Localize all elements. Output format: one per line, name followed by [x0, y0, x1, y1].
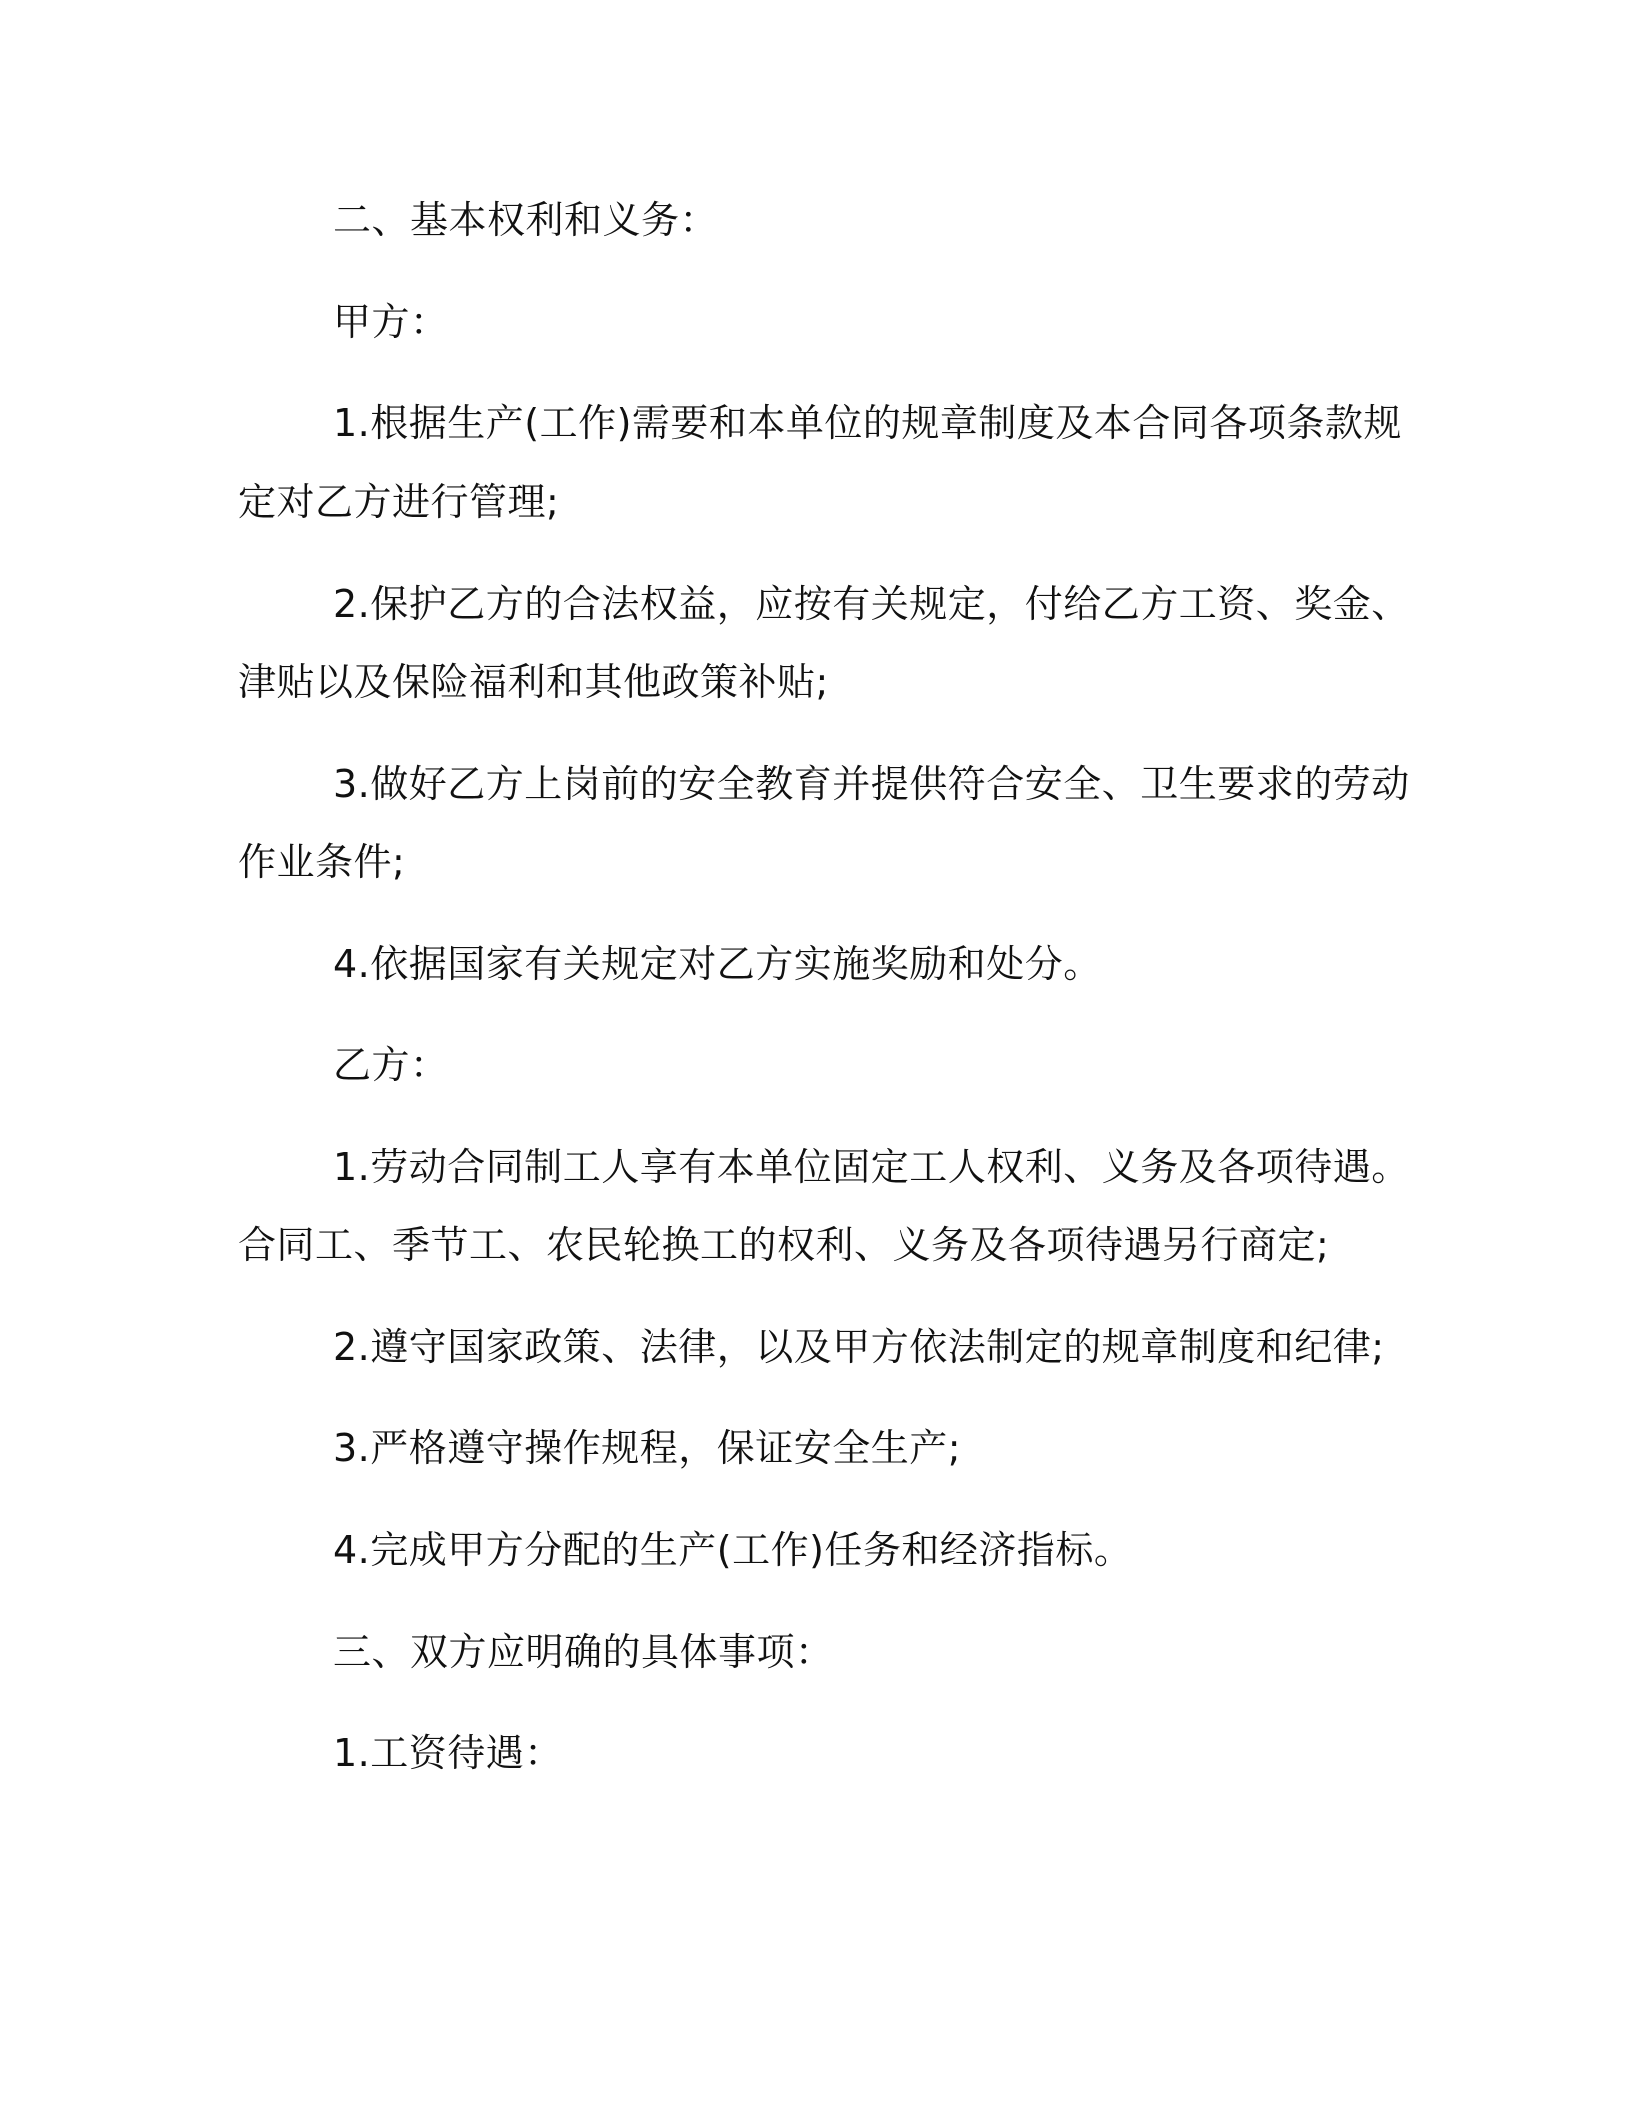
party-a-item-1-line-2: 定对乙方进行管理; [238, 480, 560, 524]
party-b-item-2: 2.遵守国家政策、法律，以及甲方依法制定的规章制度和纪律; [333, 1325, 1385, 1369]
party-a-item-1-line-1: 1.根据生产(工作)需要和本单位的规章制度及本合同各项条款规 [333, 401, 1402, 445]
party-a-label: 甲方： [333, 300, 449, 344]
party-a-item-3-line-2: 作业条件; [238, 840, 406, 884]
section3-item-1: 1.工资待遇： [333, 1731, 563, 1775]
party-b-item-3: 3.严格遵守操作规程，保证安全生产; [333, 1426, 962, 1470]
party-b-item-1-line-2: 合同工、季节工、农民轮换工的权利、义务及各项待遇另行商定; [238, 1223, 1330, 1267]
party-a-item-3-line-1: 3.做好乙方上岗前的安全教育并提供符合安全、卫生要求的劳动 [333, 762, 1410, 806]
party-a-item-4: 4.依据国家有关规定对乙方实施奖励和处分。 [333, 942, 1102, 986]
section-heading-rights: 二、基本权利和义务： [333, 198, 719, 242]
party-b-item-1-line-1: 1.劳动合同制工人享有本单位固定工人权利、义务及各项待遇。 [333, 1145, 1410, 1189]
party-b-item-4: 4.完成甲方分配的生产(工作)任务和经济指标。 [333, 1528, 1133, 1572]
party-a-item-2-line-1: 2.保护乙方的合法权益，应按有关规定，付给乙方工资、奖金、 [333, 582, 1410, 626]
party-b-label: 乙方： [333, 1043, 449, 1087]
party-a-item-2-line-2: 津贴以及保险福利和其他政策补贴; [238, 660, 829, 704]
section-heading-specific-matters: 三、双方应明确的具体事项： [333, 1630, 834, 1674]
